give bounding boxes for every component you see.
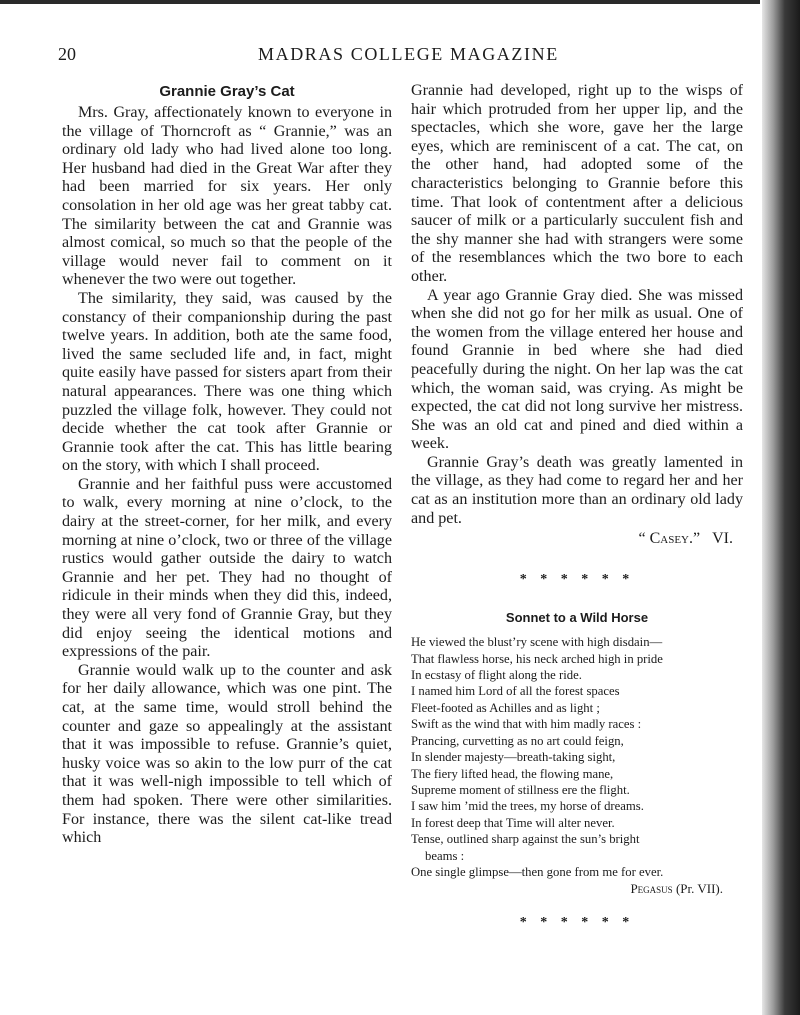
poem-line: In ecstasy of flight along the ride. — [411, 668, 582, 683]
story-author: “ Casey.” — [638, 530, 701, 548]
poem-line: In forest deep that Time will alter never. — [411, 815, 615, 830]
poem-line: He viewed the blust’ry scene with high disdain— — [411, 635, 663, 650]
story-paragraph-5: A year ago Grannie Gray died. She was missed when she did not go for her milk as usual. One of the women from the village entered her house and found Grannie in bed where she had died peacefully during the night. On her lap was the cat which, the woman said, was crying. As might be expected, the cat did not long survive her mistress. She was an old cat and pined and died within a week. — [411, 286, 743, 453]
end-separator: * * * * * * — [519, 915, 635, 931]
poem-line: Fleet-footed as Achilles and as light ; — [411, 700, 600, 715]
story-paragraph-1: Mrs. Gray, affectionately known to everyone in the village of Thorncroft as “ Grannie,” was an ordinary old lady who had lived alone too long. Her husband had died in the Great War after they had been married for six years. Her only consolation in her old age was her great tabby cat. The similarity between the cat and Grannie was almost comical, so much so that the people of the village would never fail to comment on it whenever the two were out together. — [62, 104, 392, 289]
poem-line: The fiery lifted head, the flowing mane, — [411, 766, 614, 781]
poem-author-class: (Pr. VII). — [675, 881, 723, 897]
poem-line: In slender majesty—breath-taking sight, — [411, 750, 616, 765]
story-paragraph-4: Grannie would walk up to the counter and ask for her daily allowance, which was one pint. The cat, at the same time, would stroll behind the counter and gaze so appealingly at the assistant that it was impossible to refuse. Grannie’s quiet, husky voice was so akin to the low purr of the cat that it was well-nigh impossible to tell which of them had spoken. There were other similarities. For instance, there was the silent cat-like tread which — [62, 661, 392, 847]
poem-line: I named him Lord of all the forest spaces — [411, 684, 620, 699]
magazine-title: MADRAS COLLEGE MAGAZINE — [258, 44, 559, 64]
poem-author: Pegasus — [630, 881, 673, 897]
poem-line: Supreme moment of stillness ere the flight. — [411, 782, 630, 797]
poem-line: That flawless horse, his neck arched high in pride — [411, 651, 663, 666]
poem-line: beams : — [425, 848, 465, 863]
poem-byline — [411, 880, 723, 898]
story-paragraph-3: Grannie and her faithful puss were accustomed to walk, every morning at nine o’clock, to the dairy at the street-corner, for her milk, and every morning at nine o’clock, two or three of the village rustics would gather outside the dairy to watch Grannie and her pet. They had no thought of ridicule in their minds when they did this, indeed, they were all very fond of Grannie Gray, but they did enjoy seeing the identical motions and expressions of the pair. — [62, 475, 392, 661]
page-binding-shadow — [762, 0, 800, 1015]
poem-title: Sonnet to a Wild Horse — [505, 610, 649, 626]
poem-line: Tense, outlined sharp against the sun’s bright — [411, 832, 640, 847]
story-byline — [411, 529, 733, 549]
poem-line: Swift as the wind that with him madly races : — [411, 717, 642, 732]
right-column — [411, 82, 743, 932]
story-paragraph-6: Grannie Gray’s death was greatly lamented in the village, as they had come to regard her and her cat as an institution more than an ordinary old lady and pet. — [411, 453, 743, 527]
left-column — [62, 82, 392, 848]
story-author-class: VI. — [712, 530, 733, 548]
story-paragraph-2: The similarity, they said, was caused by the constancy of their companionship during the past twelve years. In addition, both ate the same food, lived the same secluded life and, in fact, might quite easily have passed for sisters apart from their natural appearances. There was one thing which puzzled the village folk, however. They could not decide whether the cat took after Grannie or Grannie took after the cat. This has little bearing on the story, with which I shall proceed. — [62, 289, 392, 475]
story-paragraph-4-continued: Grannie had developed, right up to the wisps of hair which protruded from her upper lip, and the spectacles, which she wore, gave her the large eyes, which are reminiscent of a cat. The cat, on the other hand, had adopted some of the characteristics belonging to Grannie before this time. That look of contentment after a delicious saucer of milk or a particularly succulent fish and the shy manner she had with strangers were some of the resemblances which the two bore to each other. — [411, 82, 743, 285]
section-separator: * * * * * * — [519, 572, 635, 588]
poem-body — [411, 634, 743, 880]
poem-line: Prancing, curvetting as no art could feign, — [411, 733, 624, 748]
poem-line: I saw him ’mid the trees, my horse of dreams. — [411, 799, 644, 814]
page-number: 20 — [58, 44, 76, 64]
page-header — [58, 44, 746, 70]
story-title: Grannie Gray’s Cat — [159, 83, 295, 100]
poem-line: One single glimpse—then gone from me for ever. — [411, 864, 664, 879]
top-edge-rule — [0, 0, 760, 4]
